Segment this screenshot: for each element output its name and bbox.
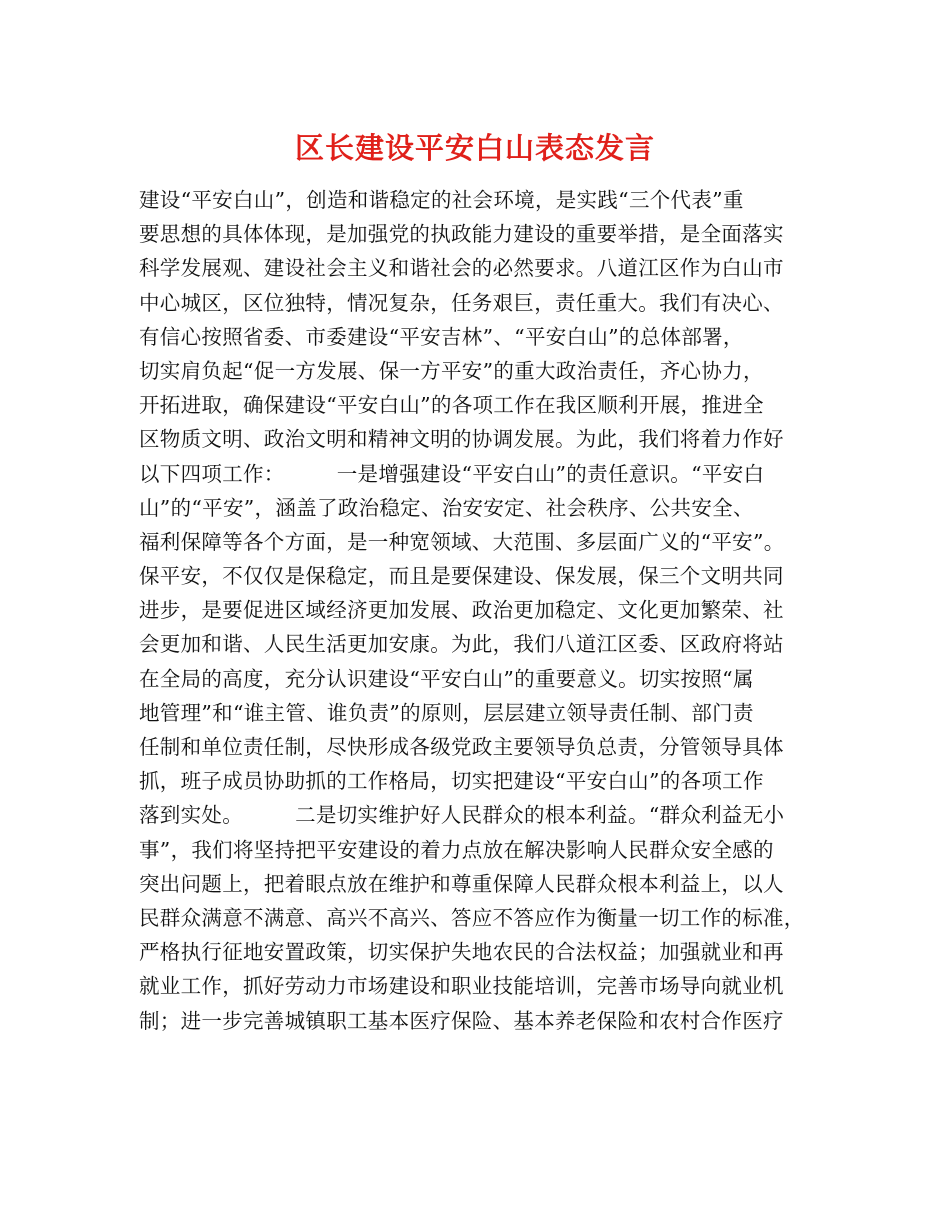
body-line: 福利保障等各个方面，是一种宽领域、大范围、多层面广义的“平安”。 — [139, 529, 785, 554]
body-line: 事”，我们将坚持把平安建设的着力点放在解决影响人民群众安全感的 — [139, 837, 774, 862]
body-line: 保平安，不仅仅是保稳定，而且是要保建设、保发展，保三个文明共同 — [139, 564, 784, 589]
body-line: 在全局的高度，充分认识建设“平安白山”的重要意义。切实按照“属 — [139, 666, 754, 691]
body-line: 要思想的具体体现，是加强党的执政能力建设的重要举措，是全面落实 — [139, 222, 784, 247]
body-line: 民群众满意不满意、高兴不高兴、答应不答应作为衡量一切工作的标准， — [139, 905, 805, 930]
body-line: 任制和单位责任制，尽快形成各级党政主要领导负总责，分管领导具体 — [139, 735, 784, 759]
body-line: 落到实处。 二是切实维护好人民群众的根本利益。“群众利益无小 — [139, 803, 785, 828]
body-line: 制；进一步完善城镇职工基本医疗保险、基本养老保险和农村合作医疗 — [139, 1008, 784, 1033]
body-line: 进步，是要促进区域经济更加发展、政治更加稳定、文化更加繁荣、社 — [139, 598, 784, 623]
body-line: 地管理”和“谁主管、谁负责”的原则，层层建立领导责任制、部门责 — [139, 700, 754, 725]
body-line: 中心城区，区位独特，情况复杂，任务艰巨，责任重大。我们有决心、 — [139, 290, 784, 315]
document-body — [139, 183, 829, 1038]
body-line: 开拓进取，确保建设“平安白山”的各项工作在我区顺利开展，推进全 — [139, 393, 764, 418]
body-line: 以下四项工作： 一是增强建设“平安白山”的责任意识。“平安白 — [139, 461, 765, 486]
body-line: 科学发展观、建设社会主义和谐社会的必然要求。八道江区作为白山市 — [139, 256, 784, 281]
body-line: 突出问题上，把着眼点放在维护和尊重保障人民群众根本利益上，以人 — [139, 871, 784, 896]
body-line: 建设“平安白山”，创造和谐稳定的社会环境，是实践“三个代表”重 — [139, 188, 744, 212]
body-line: 山”的“平安”，涵盖了政治稳定、治安安定、社会秩序、公共安全、 — [139, 495, 754, 520]
body-line: 会更加和谐、人民生活更加安康。为此，我们八道江区委、区政府将站 — [139, 632, 784, 657]
body-line: 有信心按照省委、市委建设“平安吉林”、“平安白山”的总体部署， — [139, 324, 744, 349]
body-line: 区物质文明、政治文明和精神文明的协调发展。为此，我们将着力作好 — [139, 427, 784, 452]
body-line: 严格执行征地安置政策，切实保护失地农民的合法权益；加强就业和再 — [139, 940, 784, 965]
body-line: 就业工作，抓好劳动力市场建设和职业技能培训，完善市场导向就业机 — [139, 974, 784, 999]
body-line: 切实肩负起“促一方发展、保一方平安”的重大政治责任，齐心协力， — [139, 358, 764, 383]
body-line: 抓，班子成员协助抓的工作格局，切实把建设“平安白山”的各项工作 — [139, 769, 764, 794]
document-title: 区长建设平安白山表态发言 — [294, 131, 655, 165]
